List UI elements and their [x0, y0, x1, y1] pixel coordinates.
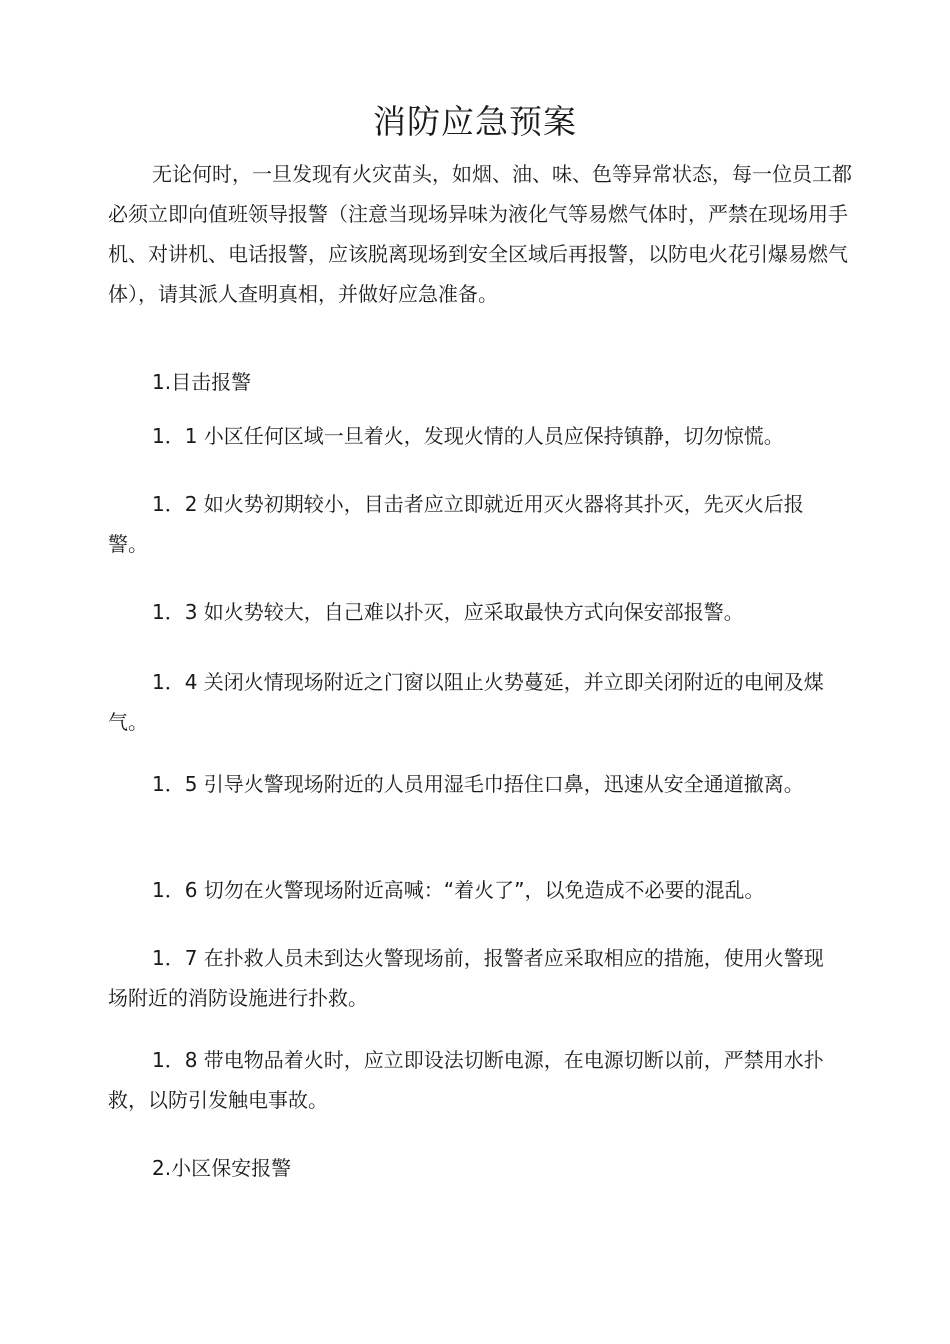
list-item: 1．1 小区任何区域一旦着火，发现火情的人员应保持镇静，切勿惊慌。 [152, 424, 784, 448]
section-heading-2: 2.小区保安报警 [152, 1156, 292, 1180]
list-item: 1．4 关闭火情现场附近之门窗以阻止火势蔓延，并立即关闭附近的电闸及煤气。 [108, 670, 824, 734]
document-title: 消防应急预案 [373, 102, 577, 141]
list-item: 1．2 如火势初期较小，目击者应立即就近用灭火器将其扑灭，先灭火后报警。 [108, 492, 804, 556]
list-item: 1．8 带电物品着火时，应立即设法切断电源，在电源切断以前，严禁用水扑救，以防引发触电事故。 [108, 1048, 824, 1112]
list-item: 1．6 切勿在火警现场附近高喊：“着火了”，以免造成不必要的混乱。 [152, 878, 765, 902]
section-heading-1: 1.目击报警 [152, 370, 252, 394]
list-item: 1．5 引导火警现场附近的人员用湿毛巾捂住口鼻，迅速从安全通道撤离。 [152, 772, 804, 796]
intro-paragraph: 无论何时，一旦发现有火灾苗头，如烟、油、味、色等异常状态，每一位员工都必须立即向值班领导报警（注意当现场异味为液化气等易燃气体时，严禁在现场用手机、对讲机、电话报警，应该脱离现场到安全区域后再报警，以防电火花引爆易燃气体），请其派人查明真相，并做好应急准备。 [108, 162, 852, 306]
list-item: 1．3 如火势较大，自己难以扑灭，应采取最快方式向保安部报警。 [152, 600, 744, 624]
list-item: 1．7 在扑救人员未到达火警现场前，报警者应采取相应的措施，使用火警现场附近的消防设施进行扑救。 [108, 946, 824, 1010]
